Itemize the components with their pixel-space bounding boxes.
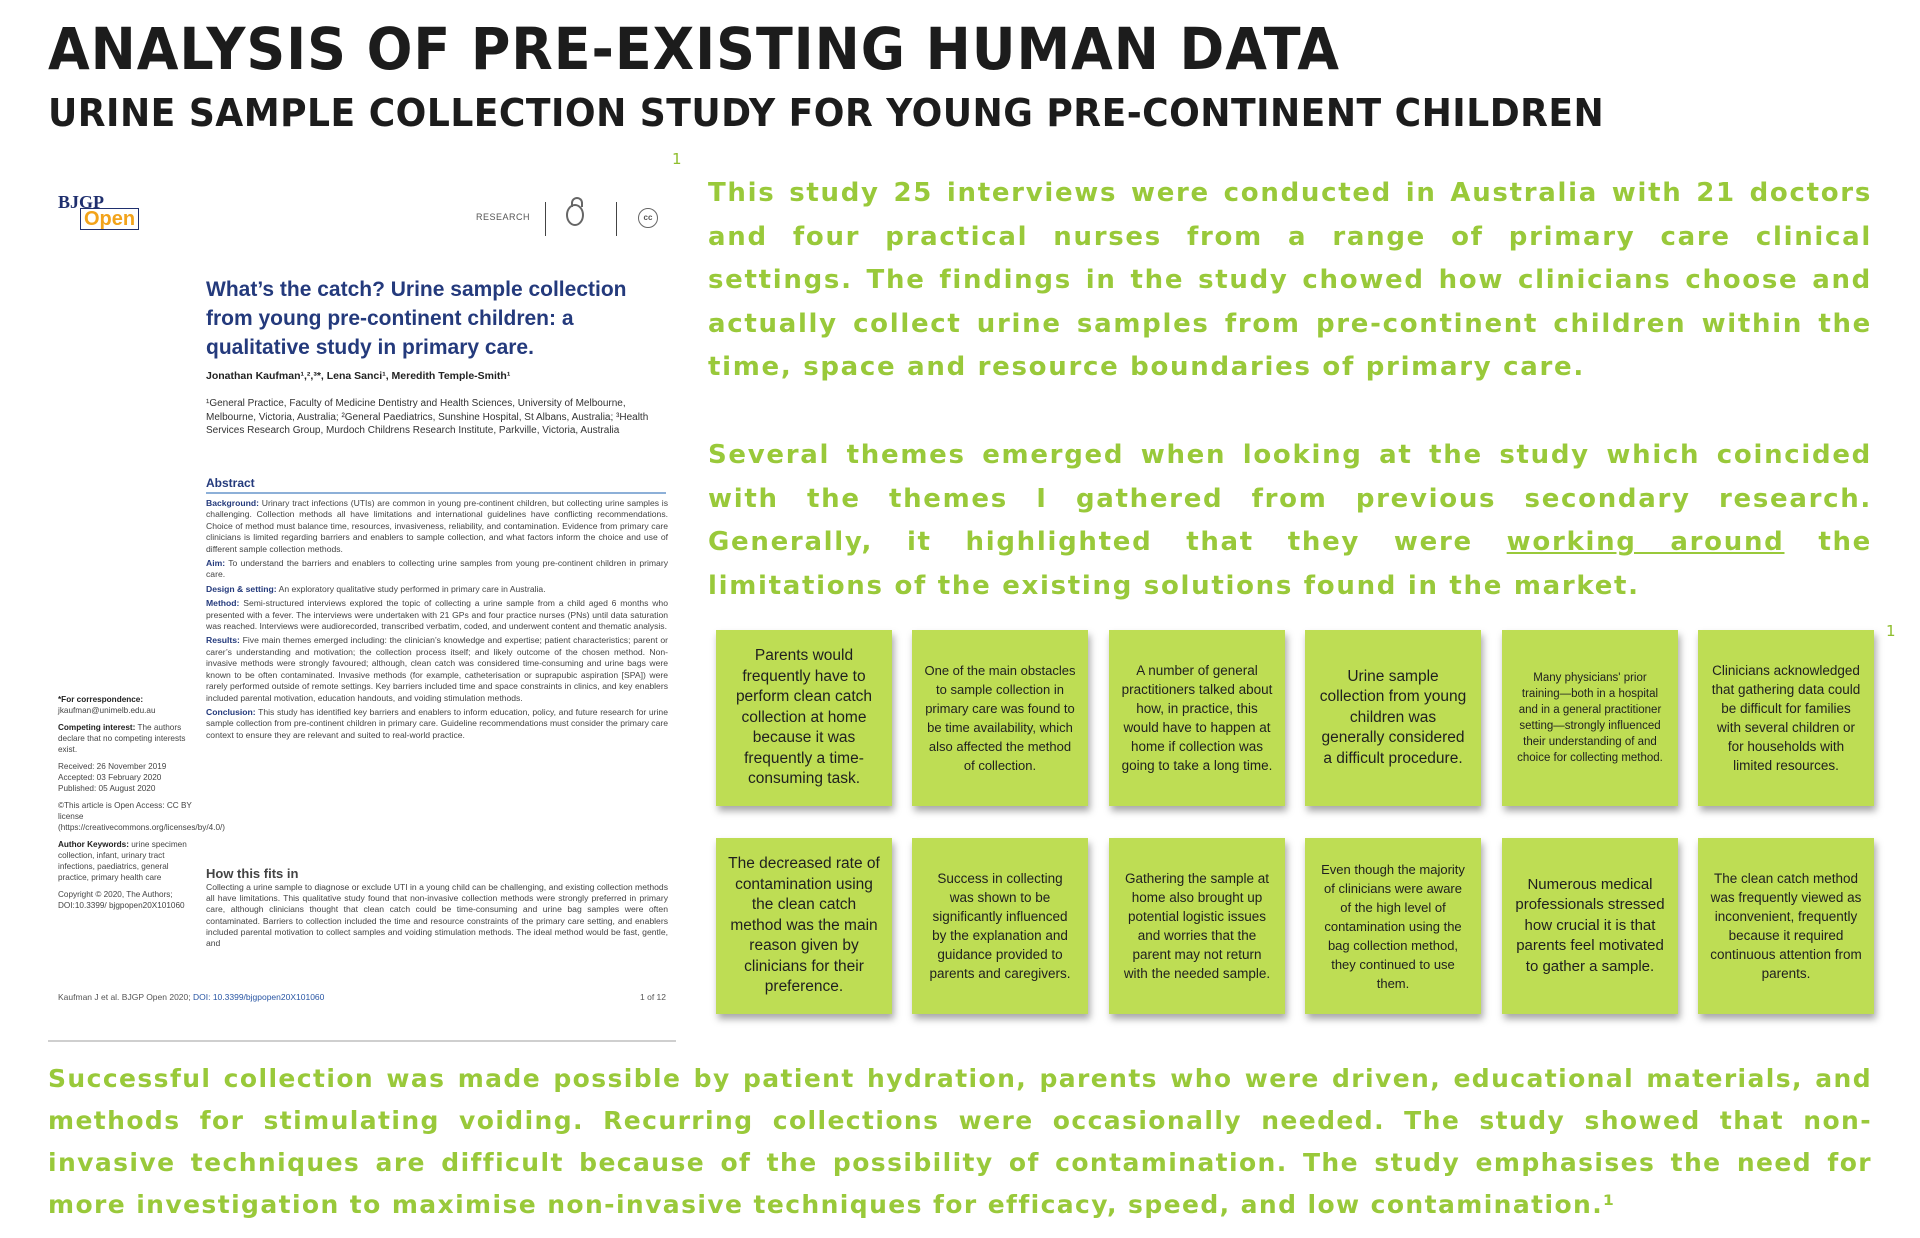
abstract-body: Background: Urinary tract infections (UTIs) are common in young pre-continent children, but collecting urine samples is challenging. Collection methods all have limitations and international guidelines have conflicting recommendations. Choice of method must balance time, resources, invasiveness, reliability, and contamination. Evidence from primary care clinicians is limited regarding barriers and enablers to sample collection, and what factors inform the choice and use of different sample collection methods. Aim: To understand the barriers and enablers to collecting urine samples from young pre-continent children in primary care. Design & setting: An exploratory qualitative study performed in primary care in Australia. Method: Semi-structured interviews explored the topic of collecting a urine sample from a child aged 6 months who presented with a fever. The interviews were undertaken with 21 GPs and four practice nurses (PNs) until data saturation was reached. Interviews were audiorecorded, transcribed verbatim, coded, and underwent content and thematic analysis. Results: Five main themes emerged including: the clinician’s knowledge and expertise; patient characteristics; parent or carer’s understanding and motivation; the collection process itself; and likely outcome of the chosen method. Non-invasive methods were strongly favoured; although, clean catch was considered time-consuming and urine bags were known to be often contaminated. Invasive methods (for example, catheterisation or suprapubic aspiration [SPA]) were rarely performed outside of remote settings. Key barriers included time and space constraints in clinics, and key enablers included parental motivation, education handouts, and voiding stimulation methods. Conclusion: This study has identified key barriers and enablers to inform education, policy, and future research for urine sample collection from pre-continent children in primary care. Guideline recommendations must consider the primary care context to ensure they are relevant and suited to real-world practice. <box>206 498 668 740</box>
paper-footer-citation: Kaufman J et al. BJGP Open 2020; DOI: 10.3399/bjgpopen20X101060 <box>58 992 325 1002</box>
footnote-marker: 1 <box>1886 622 1896 640</box>
abstract-rule <box>206 492 666 494</box>
underlined-phrase: working around <box>1506 527 1785 558</box>
sticky-note: Parents would frequently have to perform clean catch collection at home because it was frequently a time-consuming task. <box>716 630 892 806</box>
page-title: ANALYSIS OF PRE-EXISTING HUMAN DATA <box>48 15 1340 83</box>
sticky-note: The clean catch method was frequently viewed as inconvenient, frequently because it required continuous attention from parents. <box>1698 838 1874 1014</box>
divider <box>616 202 617 236</box>
open-logo: Open <box>80 208 139 230</box>
paper-affiliations: ¹General Practice, Faculty of Medicine Dentistry and Health Sciences, University of Melbourne, Melbourne, Victoria, Australia; ²General Paediatrics, Sunshine Hospital, St Albans, Australia; ³Health Services Research Group, Murdoch Childrens Research Institute, Parkville, Victoria, Australia <box>206 398 649 436</box>
sticky-note: A number of general practitioners talked about how, in practice, this would have to happen at home if collection was going to take a long time. <box>1109 630 1285 806</box>
footnote-marker: 1 <box>672 150 682 168</box>
paper-title: What’s the catch? Urine sample collection from young pre-continent children: a qualitative study in primary care. <box>206 278 627 359</box>
paper-sidebar: *For correspondence: jkaufman@unimelb.edu.au Competing interest: The authors declare that no competing interests exist. Received: 26 November 2019 Accepted: 03 February 2020 Published: 05 August 2020 ©This article is Open Access: CC BY license (https://creativecommons.org/licenses/by/4.0/) Author Keywords: urine specimen collection, infant, urinary tract infections, paediatrics, general practice, primary health care Copyright © 2020, The Authors; DOI:10.3399/ bjgpopen20X101060 <box>58 695 226 910</box>
sticky-note: One of the main obstacles to sample collection in primary care was found to be time availability, which also affected the method of collection. <box>912 630 1088 806</box>
how-this-fits-heading: How this fits in <box>206 866 299 881</box>
sticky-note: The decreased rate of contamination using the clean catch method was the main reason given by clinicians for their preference. <box>716 838 892 1014</box>
conclusion-paragraph: Successful collection was made possible by patient hydration, parents who were driven, educational materials, and methods for stimulating voiding. Recurring collections were occasionally needed. The study showed that non-invasive techniques are difficult because of the possibility of contamination. The study emphasises the need for more investigation to maximise non-invasive techniques for efficacy, speed, and low contamination.¹ <box>48 1064 1872 1219</box>
open-access-icon <box>566 204 584 226</box>
bjgp-logo: BJGP <box>58 192 105 212</box>
how-this-fits-body: Collecting a urine sample to diagnose or exclude UTI in a young child can be challenging, and existing collection methods all have limitations. This qualitative study found that non-invasive collection methods were strongly preferred in primary care, although clinicians thought that clean catch could be time-consuming and urine bag samples were often contaminated. Barriers to collection included the time and resource constraints of the primary care setting, and enablers included parental motivation to collect samples and voiding stimulation methods. The ideal method would be fast, gentle, and <box>206 882 668 949</box>
paper-divider <box>48 1040 676 1042</box>
sticky-note: Success in collecting was shown to be significantly influenced by the explanation and guidance provided to parents and caregivers. <box>912 838 1088 1014</box>
sticky-note: Even though the majority of clinicians were aware of the high level of contamination using the bag collection method, they continued to use them. <box>1305 838 1481 1014</box>
page-subtitle: URINE SAMPLE COLLECTION STUDY FOR YOUNG PRE-CONTINENT CHILDREN <box>48 91 1605 135</box>
divider <box>545 202 546 236</box>
intro-paragraph: This study 25 interviews were conducted in Australia with 21 doctors and four practical nurses from a range of primary care clinical settings. The findings in the study chowed how clinicians choose and actually collect urine samples from pre-continent children within the time, space and resource boundaries of primary care. <box>708 178 1872 383</box>
sticky-note: Many physicians' prior training—both in a hospital and in a general practitioner setting—strongly influenced their understanding of and choice for collecting method. <box>1502 630 1678 806</box>
section-label: RESEARCH <box>476 212 531 222</box>
paper-page-number: 1 of 12 <box>640 992 666 1002</box>
sticky-note: Numerous medical professionals stressed how crucial it is that parents feel motivated to gather a sample. <box>1502 838 1678 1014</box>
creative-commons-icon: cc <box>638 208 658 228</box>
sticky-notes-grid <box>716 630 1870 1026</box>
themes-paragraph: Several themes emerged when looking at the study which coincided with the themes I gathered from previous secondary research. Generally, it highlighted that they were working around the limitations of the existing solutions found in the market. <box>708 440 1872 601</box>
abstract-heading: Abstract <box>206 476 255 490</box>
sticky-note: Clinicians acknowledged that gathering data could be difficult for families with several children or for households with limited resources. <box>1698 630 1874 806</box>
paper-authors: Jonathan Kaufman¹,²,³*, Lena Sanci¹, Meredith Temple-Smith¹ <box>206 370 511 382</box>
paper-first-page <box>48 170 676 1032</box>
sticky-note: Gathering the sample at home also brought up potential logistic issues and worries that the parent may not return with the needed sample. <box>1109 838 1285 1014</box>
sticky-note: Urine sample collection from young children was generally considered a difficult procedure. <box>1305 630 1481 806</box>
